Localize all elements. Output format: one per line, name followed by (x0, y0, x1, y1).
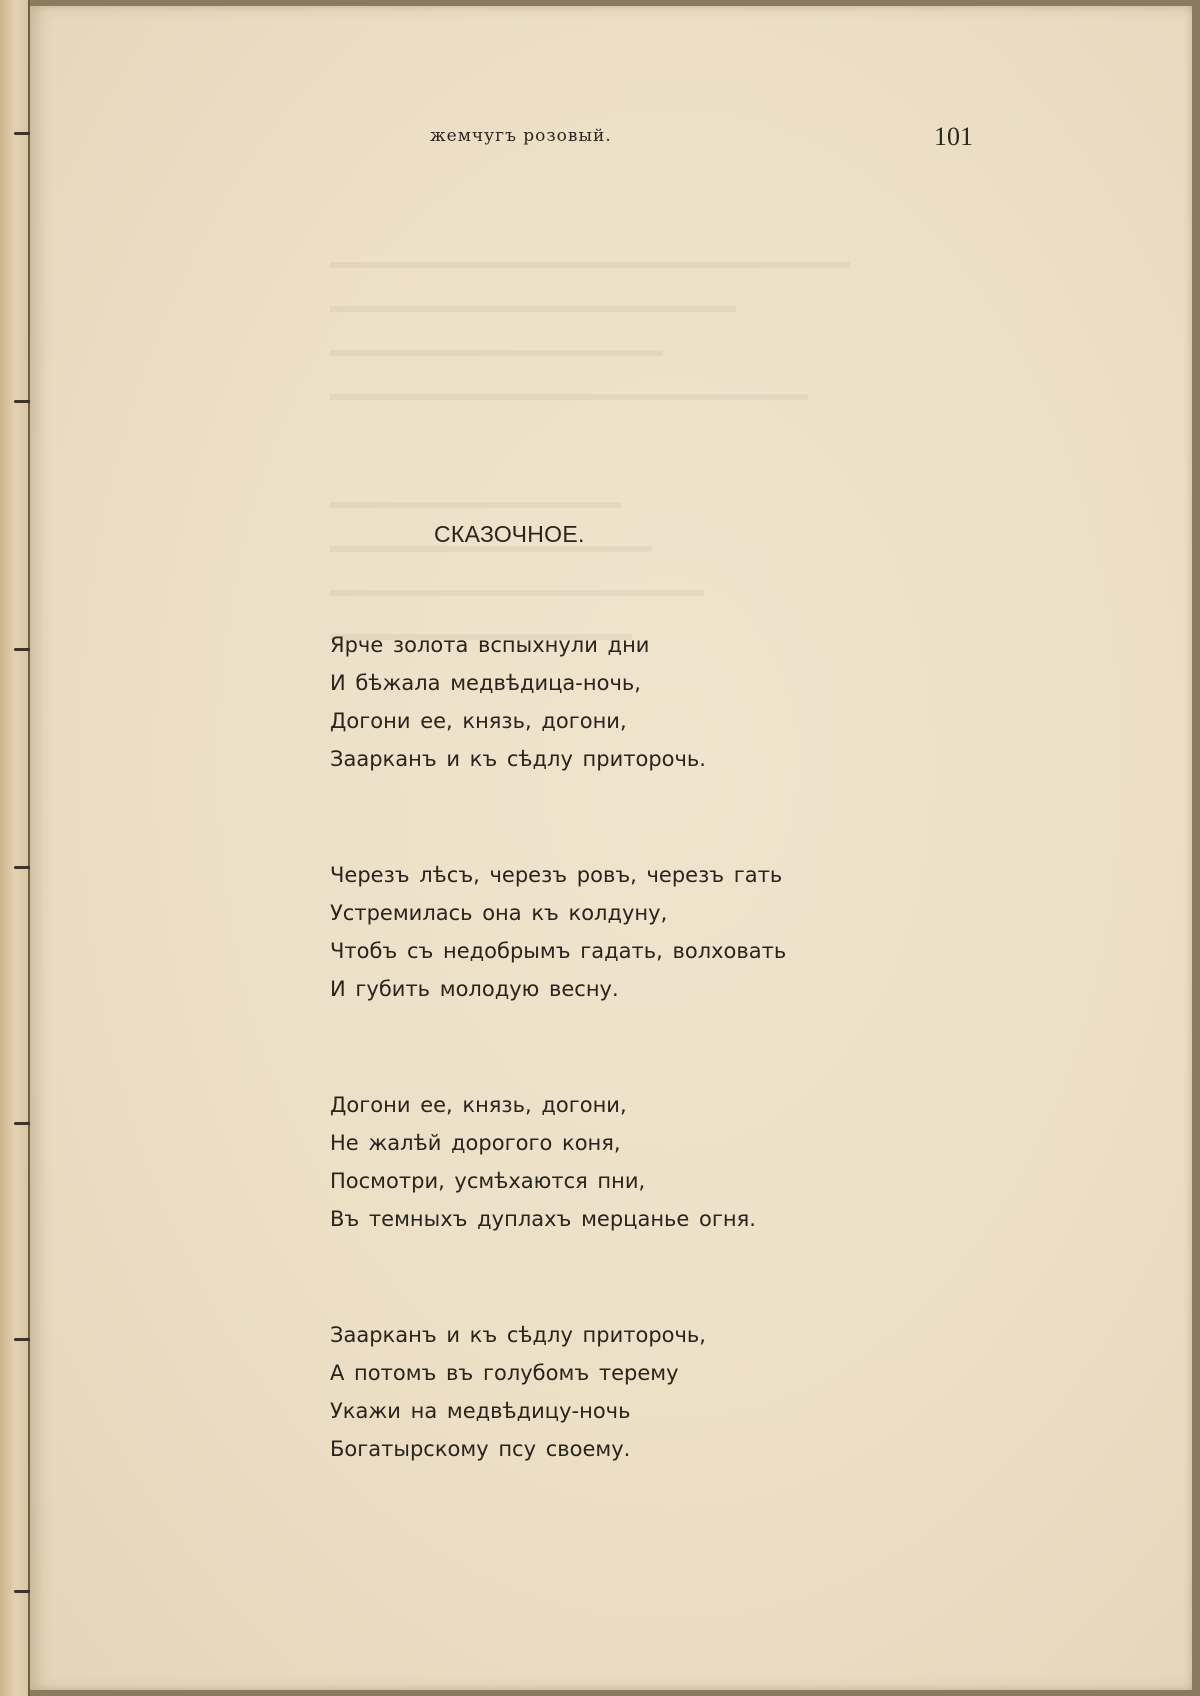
stanza-3 (330, 1086, 890, 1238)
verse-line: Заарканъ и къ сѣдлу приторочь, (330, 1323, 706, 1347)
verse-line: Заарканъ и къ сѣдлу приторочь. (330, 747, 706, 771)
stanza-1 (330, 626, 890, 778)
stanza-4 (330, 1316, 890, 1468)
verse-line: Посмотри, усмѣхаются пни, (330, 1169, 646, 1193)
verse-line: Чтобъ съ недобрымъ гадать, волховать (330, 939, 787, 963)
verse-line: И бѣжала медвѣдица-ночь, (330, 671, 641, 695)
verse-line: Богатырскому псу своему. (330, 1437, 631, 1461)
verse-line: И губить молодую весну. (330, 977, 619, 1001)
binding-edge (0, 0, 30, 1696)
verse-line: Въ темныхъ дуплахъ мерцанье огня. (330, 1207, 756, 1231)
book-page (30, 6, 1192, 1690)
verse-line: Ярче золота вспыхнули дни (330, 633, 650, 657)
page-number: 101 (934, 122, 973, 151)
verse-line: Не жалѣй дорогого коня, (330, 1131, 621, 1155)
verse-line: Догони ее, князь, догони, (330, 709, 627, 733)
stanza-2 (330, 856, 890, 1008)
verse-line: Догони ее, князь, догони, (330, 1093, 627, 1117)
poem-title: СКАЗОЧНОЕ. (434, 521, 585, 547)
verse-line: Устремилась она къ колдуну, (330, 901, 668, 925)
verse-line: Укажи на медвѣдицу-ночь (330, 1399, 631, 1423)
running-header: жемчугъ розовый. (430, 126, 612, 146)
verse-line: А потомъ въ голубомъ терему (330, 1361, 679, 1385)
verse-line: Черезъ лѣсъ, черезъ ровъ, черезъ гать (330, 863, 783, 887)
show-through-text (330, 228, 850, 644)
